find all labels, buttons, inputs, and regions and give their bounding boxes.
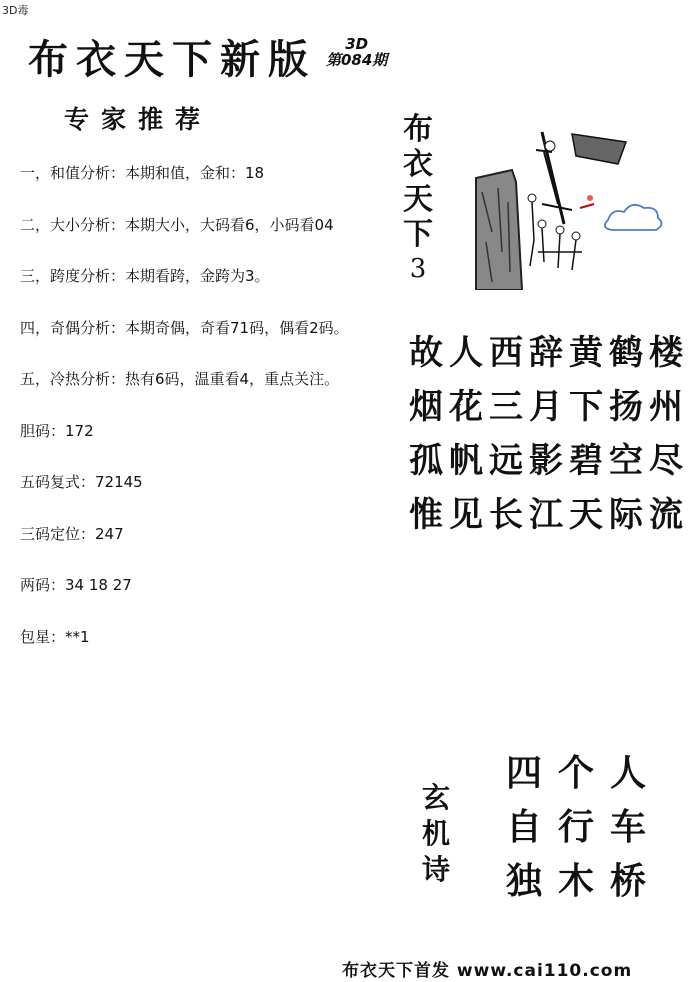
side-title-char: 衣 — [403, 147, 433, 182]
xuanji-char: 车 — [609, 806, 646, 848]
xuanji-char: 人 — [609, 752, 646, 794]
poem-char: 故 — [409, 333, 443, 373]
side-title-number: 3 — [409, 254, 427, 284]
poem-char: 帆 — [449, 441, 483, 481]
poem-char: 际 — [609, 495, 643, 535]
xuanji-char: 木 — [557, 860, 594, 902]
analysis-row: 五，冷热分析：热有6码，温重看4，重点关注。 — [20, 370, 340, 388]
poem-char: 烟 — [409, 387, 443, 427]
analysis-row: 包星：**1 — [20, 627, 90, 646]
poem-line — [406, 379, 686, 433]
poem-char: 惟 — [409, 495, 443, 535]
side-title-char: 布 — [403, 112, 433, 147]
xuanji-poem — [498, 745, 654, 907]
xuanji-char: 自 — [505, 806, 542, 848]
issue-game: 3D — [345, 35, 369, 53]
xuanji-char: 桥 — [609, 860, 646, 902]
xuanji-line — [498, 799, 654, 853]
poem-char: 下 — [569, 387, 603, 427]
poem-char: 流 — [649, 495, 683, 535]
analysis-row: 胆码：172 — [20, 421, 94, 440]
poem-char: 孤 — [409, 441, 443, 481]
analysis-row: 一，和值分析：本期和值，金和：18 — [20, 164, 265, 182]
poem-char: 影 — [529, 441, 563, 481]
analysis-row: 二，大小分析：本期大小，大码看6，小码看04 — [20, 215, 334, 234]
poem-line — [406, 325, 686, 379]
side-title-char: 天 — [403, 182, 433, 217]
xuanji-char: 行 — [557, 806, 594, 848]
poem-char: 黄 — [569, 333, 603, 373]
cliff-shape — [476, 170, 522, 290]
analysis-row: 两码：34 18 27 — [20, 576, 132, 594]
xuanji-label-char: 机 — [421, 817, 450, 850]
poem-char: 尽 — [649, 441, 683, 481]
xuanji-char: 四 — [505, 752, 542, 794]
poem-char: 月 — [529, 387, 563, 427]
poem-char: 碧 — [569, 441, 603, 481]
poem-char: 州 — [649, 387, 683, 427]
issue-number: 第084期 — [326, 51, 388, 69]
xuanji-label-char: 玄 — [421, 781, 450, 814]
side-title-char: 下 — [403, 217, 433, 252]
top-banner-text: 3D毒 — [2, 4, 29, 17]
analysis-row: 三码定位：247 — [20, 524, 124, 543]
footer-credit: 布衣天下首发 www.cai110.com — [342, 961, 633, 981]
poem-char: 西 — [489, 333, 523, 373]
poem-char: 天 — [569, 495, 603, 535]
poem-char: 长 — [489, 495, 523, 535]
cloud-shape — [605, 205, 662, 230]
poem-char: 鹤 — [609, 333, 643, 373]
analysis-row: 五码复式：72145 — [20, 473, 143, 491]
poem-char: 三 — [489, 387, 523, 427]
section-title: 专家推荐 — [64, 105, 213, 134]
issue-badge — [326, 36, 387, 68]
poem-char: 江 — [529, 495, 563, 535]
poem-line — [406, 487, 686, 541]
poem-char: 人 — [449, 333, 483, 373]
xuanji-line — [498, 745, 654, 799]
poem-char: 扬 — [609, 387, 643, 427]
poem-char: 楼 — [649, 333, 683, 373]
poem-char: 远 — [489, 441, 523, 481]
poem-char: 花 — [449, 387, 483, 427]
poem-char: 空 — [609, 441, 643, 481]
xuanji-label — [418, 780, 454, 888]
side-title — [400, 112, 436, 287]
xuanji-char: 个 — [557, 752, 594, 794]
page-title: 布衣天下新版 — [28, 36, 316, 83]
poem-line — [406, 433, 686, 487]
poem-block — [406, 325, 686, 541]
xuanji-line — [498, 853, 654, 907]
xuanji-char: 独 — [505, 860, 542, 902]
poem-char: 见 — [449, 495, 483, 535]
analysis-row: 三，跨度分析：本期看跨，金跨为3。 — [20, 267, 270, 285]
poem-char: 辞 — [529, 333, 563, 373]
analysis-row: 四，奇偶分析：本期奇偶，奇看71码，偶看2码。 — [20, 318, 349, 337]
xuanji-label-char: 诗 — [421, 853, 450, 886]
analysis-list — [20, 160, 400, 675]
cliff-illustration — [472, 112, 672, 290]
